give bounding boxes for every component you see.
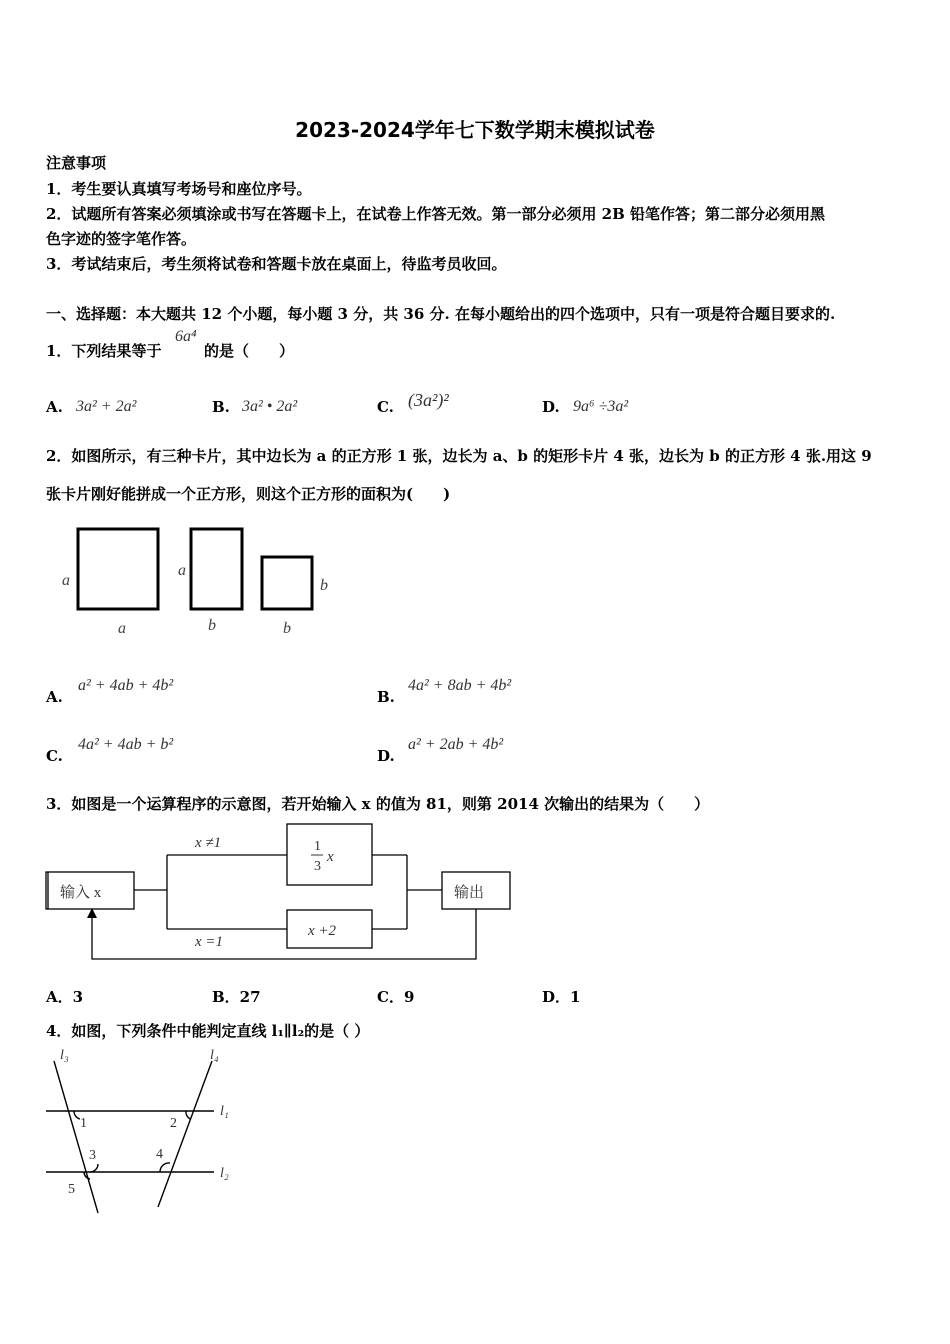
line-l3 (54, 1061, 98, 1213)
q2-option-b: 4a² + 8ab + 4b² (408, 677, 512, 694)
label-l1: l₁ (220, 1104, 229, 1119)
label-b-right: b (320, 577, 328, 594)
angle-label-5: 5 (68, 1182, 75, 1197)
q2-option-c: 4a² + 4ab + b² (78, 736, 174, 753)
input-label: 输入 x (60, 885, 102, 901)
q1-stem-prefix: 1．下列结果等于 (46, 342, 162, 360)
q3-option-a: A．3 (46, 988, 84, 1006)
angle-arc-2 (186, 1111, 190, 1119)
q4-lines-figure (40, 1045, 250, 1220)
q3-option-b: B．27 (212, 988, 261, 1006)
card-square-b (262, 557, 312, 609)
cond-bottom-label: x =1 (195, 934, 224, 950)
q1-option-c: (3a²)² (408, 390, 449, 410)
notice-item-1: 1．考生要认真填写考场号和座位序号。 (46, 180, 312, 198)
op-top-variable: x (327, 849, 334, 865)
q3-flowchart (40, 818, 520, 968)
notice-item-3: 3．考试结束后，考生须将试卷和答题卡放在桌面上，待监考员收回。 (46, 255, 507, 273)
angle-label-4: 4 (156, 1147, 163, 1162)
label-b-rect: b (208, 617, 216, 634)
q4-stem: 4．如图，下列条件中能判定直线 l₁∥l₂的是（ ） (46, 1022, 370, 1040)
q1-option-c-label: C. (377, 398, 394, 416)
angle-arc-3 (90, 1164, 98, 1172)
card-rect-ab (191, 529, 242, 609)
q1-option-b-label: B. (212, 398, 230, 416)
op-top-numerator: 1 (314, 839, 321, 854)
q2-cards-figure (46, 515, 346, 645)
label-a-bottom: a (118, 620, 126, 637)
label-l4: l₄ (210, 1048, 219, 1063)
q2-option-c-label: C. (46, 747, 63, 765)
q3-option-c: C．9 (377, 988, 415, 1006)
label-l2: l₂ (220, 1166, 229, 1181)
q1-option-b: 3a² • 2a² (242, 398, 298, 415)
output-label: 输出 (454, 885, 485, 901)
label-a-rect: a (178, 562, 186, 579)
angle-label-3: 3 (89, 1148, 96, 1163)
label-a-left: a (62, 572, 70, 589)
q1-expression: 6a⁴ (175, 328, 197, 345)
cond-top-label: x ≠1 (195, 835, 222, 851)
q1-option-d-label: D. (542, 398, 560, 416)
page-title: 2023-2024学年七下数学期末模拟试卷 (295, 118, 655, 142)
q1-option-a: 3a² + 2a² (76, 398, 137, 415)
notice-item-2-line-2: 色字迹的签字笔作答。 (46, 230, 197, 248)
q1-option-d: 9a⁶ ÷3a² (573, 398, 629, 415)
q2-option-a-label: A. (46, 688, 63, 706)
angle-label-1: 1 (80, 1116, 87, 1131)
section-heading: 一、选择题：本大题共 12 个小题，每小题 3 分，共 36 分. 在每小题给出的四个选项中，只有一项是符合题目要求的. (46, 305, 836, 323)
card-square-a (78, 529, 158, 609)
q2-option-d: a² + 2ab + 4b² (408, 736, 504, 753)
q1-stem-suffix: 的是（ ） (204, 342, 295, 360)
angle-arc-4 (160, 1163, 170, 1172)
q3-stem: 3．如图是一个运算程序的示意图，若开始输入 x 的值为 81，则第 2014 次输出的结果为（ ） (46, 795, 710, 813)
q1-option-a-label: A. (46, 398, 63, 416)
notice-heading: 注意事项 (46, 154, 107, 172)
q2-option-d-label: D. (377, 747, 395, 765)
line-l4 (158, 1061, 212, 1207)
op-bottom-label: x +2 (308, 923, 337, 939)
label-b-bottom: b (283, 620, 291, 637)
angle-label-2: 2 (170, 1116, 177, 1131)
q2-option-a: a² + 4ab + 4b² (78, 677, 174, 694)
q2-stem-line-1: 2．如图所示，有三种卡片，其中边长为 a 的正方形 1 张，边长为 a、b 的矩形卡片 4 张，边长为 b 的正方形 4 张.用这 9 (46, 447, 872, 465)
q3-option-d: D．1 (542, 988, 581, 1006)
op-top-denominator: 3 (314, 859, 321, 874)
q2-option-b-label: B. (377, 688, 395, 706)
q2-stem-line-2: 张卡片刚好能拼成一个正方形，则这个正方形的面积为( ) (46, 485, 451, 503)
label-l3: l₃ (60, 1048, 69, 1063)
notice-item-2-line-1: 2．试题所有答案必须填涂或书写在答题卡上，在试卷上作答无效。第一部分必须用 2B 铅笔作答；第二部分必须用黑 (46, 205, 826, 223)
